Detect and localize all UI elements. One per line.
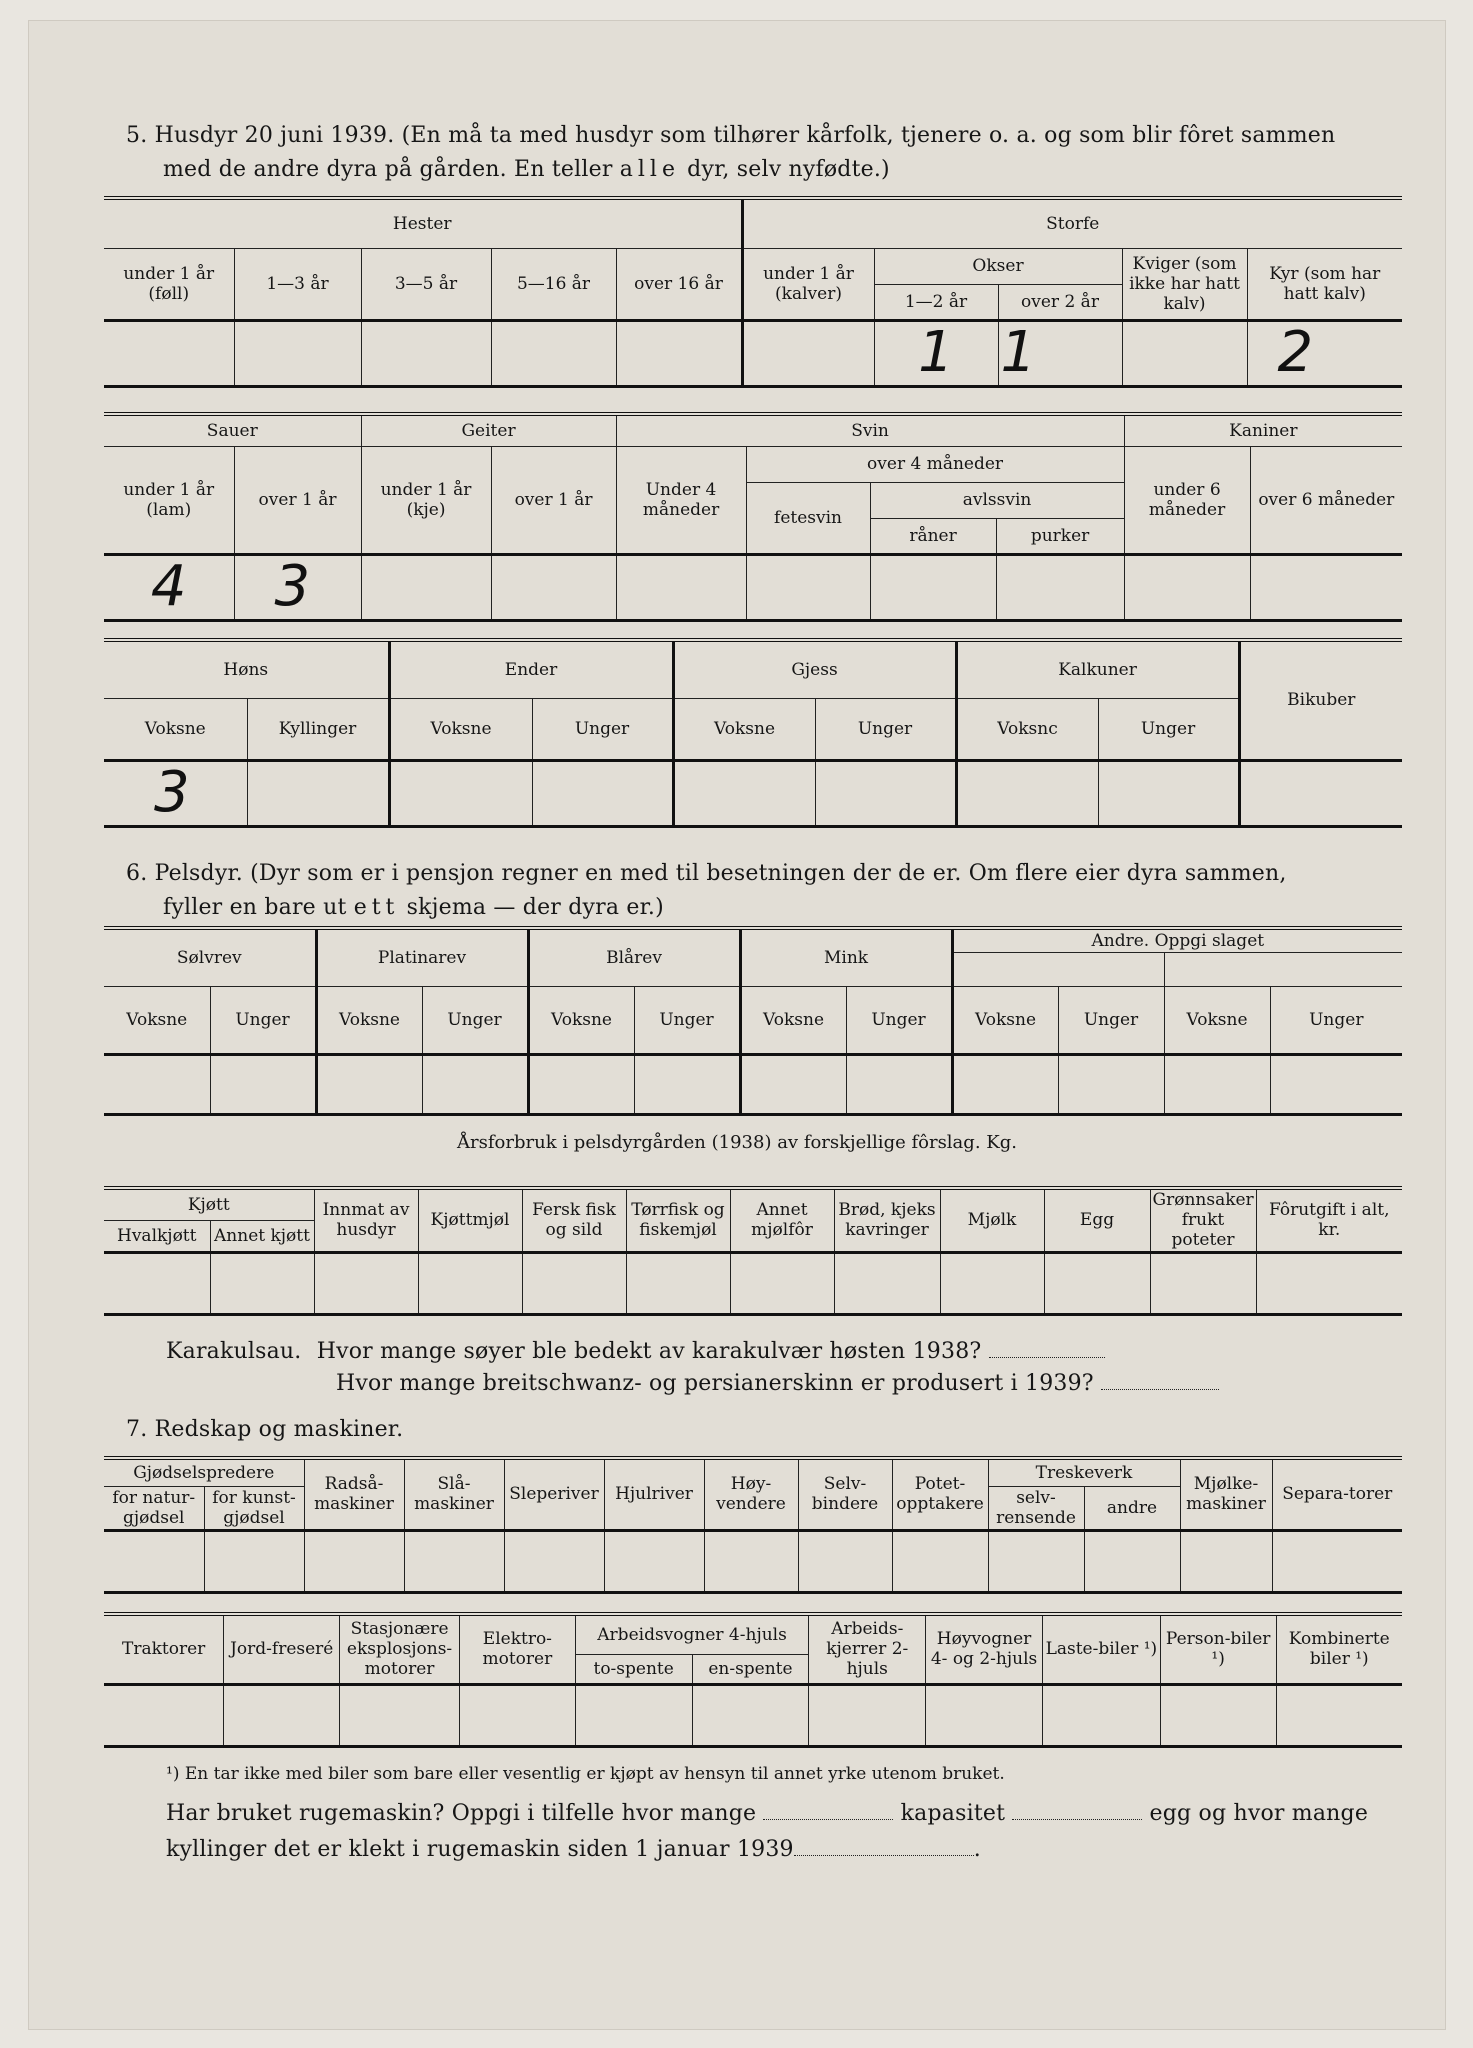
header-sleperiver: Sleperiver [504,1458,604,1530]
cell-hoyvendere[interactable] [704,1530,798,1592]
header-ender-unger: Unger [532,698,673,760]
cell-egg[interactable] [1044,1252,1150,1314]
header-innmat: Innmat av husdyr [314,1188,418,1252]
cell-natur[interactable] [104,1530,204,1592]
header-sau-over1: over 1 år [234,446,361,554]
header-treskeverk: Treskeverk [988,1458,1180,1486]
header-mink-voksne: Voksne [740,986,846,1054]
cell-radsa[interactable] [304,1530,404,1592]
header-mink-unger: Unger [846,986,952,1054]
header-sau-under1: under 1 år (lam) [104,446,234,554]
section-6-title-line1: 6. Pelsdyr. (Dyr som er i pensjon regner en med til besetningen der de er. Om flere eier dyra sammen, [126,861,1287,886]
header-natur: for natur-gjødsel [104,1486,204,1530]
cell-separatorer[interactable] [1272,1530,1402,1592]
header-egg: Egg [1044,1188,1150,1252]
section-5-title-line2a: med de andre dyra på gården. En teller [163,157,620,182]
header-kaniner: Kaniner [1124,414,1402,446]
header-purker: purker [996,518,1124,554]
cell-gjess-unger[interactable] [815,760,956,826]
header-mink: Mink [740,928,952,986]
cell-innmat[interactable] [314,1252,418,1314]
header-annet-mjol: Annet mjølfôr [730,1188,834,1252]
cell-kyr[interactable] [1247,320,1402,386]
header-solvrev-voksne: Voksne [104,986,210,1054]
cell-kalkuner-voksne[interactable] [956,760,1098,826]
handwritten-kyr: 2 [1277,320,1314,385]
header-avlssvin: avlssvin [870,482,1124,518]
cell-mjolk[interactable] [940,1252,1044,1314]
table-redskap [104,1456,1402,1594]
header-andre2-unger: Unger [1270,986,1402,1054]
cell-kan-over6[interactable] [1250,554,1402,620]
cell-gjess-voksne[interactable] [673,760,815,826]
rugemaskin-antall-input[interactable] [763,1819,893,1820]
header-hons: Høns [104,640,389,698]
cell-storfe-under1[interactable] [742,320,874,386]
cell-brod[interactable] [834,1252,940,1314]
cell-hester-5-16[interactable] [491,320,616,386]
header-potet: Potet-opptakere [892,1458,988,1530]
karakul-question-2-text: Hvor mange breitschwanz- og persianerskinn er produsert i 1939? [336,1371,1094,1396]
header-blarev-unger: Unger [634,986,740,1054]
cell-selvbindere[interactable] [798,1530,892,1592]
rugemaskin-text-2: kyllinger det er klekt i rugemaskin siden 1 januar 1939 [166,1837,794,1862]
header-platinarev: Platinarev [316,928,528,986]
rugemaskin-text-1b: kapasitet [900,1801,1006,1826]
header-annet-kjott: Annet kjøtt [210,1220,314,1252]
rugemaskin-kyllinger-input[interactable] [794,1855,974,1856]
header-hoyvendere: Høy-vendere [704,1458,798,1530]
header-stasjonaere: Stasjonære eksplosjons-motorer [340,1614,460,1684]
header-hvalkjott: Hvalkjøtt [104,1220,210,1252]
header-elektromotorer: Elektro-motorer [459,1614,575,1684]
header-hester-1-3: 1—3 år [234,248,361,320]
header-hester-3-5: 3—5 år [361,248,491,320]
section-6-title [126,858,1287,890]
header-bikuber: Bikuber [1239,640,1402,760]
header-hons-voksne: Voksne [104,698,247,760]
header-kunst: for kunst-gjødsel [204,1486,304,1530]
header-blarev: Blårev [528,928,740,986]
cell-hons-kyllinger[interactable] [247,760,389,826]
cell-hoyvogner[interactable] [926,1684,1043,1746]
header-torrfisk: Tørrfisk og fiskemjøl [626,1188,730,1252]
header-fersk-fisk: Fersk fisk og sild [522,1188,626,1252]
header-mjolkemaskiner: Mjølke-maskiner [1180,1458,1272,1530]
header-kjottmjol: Kjøttmjøl [418,1188,522,1252]
header-traktorer: Traktorer [104,1614,224,1684]
section-5-title-line1: 5. Husdyr 20 juni 1939. (En må ta med husdyr som tilhører kårfolk, tjenere o. a. og som blir fôret sammen [126,123,1336,148]
header-kombinerte: Kombinerte biler ¹) [1276,1614,1402,1684]
cell-hvalkjott[interactable] [104,1252,210,1314]
header-sauer: Sauer [104,414,361,446]
header-kjerrer: Arbeids-kjerrer 2-hjuls [809,1614,926,1684]
header-separatorer: Separa-torer [1272,1458,1402,1530]
header-mjolk: Mjølk [940,1188,1044,1252]
cell-hester-under1[interactable] [104,320,234,386]
header-kalkuner-voksne: Voksnc [956,698,1098,760]
header-andre1-unger: Unger [1058,986,1164,1054]
cell-raner[interactable] [870,554,996,620]
header-storfe: Storfe [742,198,1402,248]
cell-svin-under4[interactable] [616,554,746,620]
handwritten-sau-under1: 4 [150,554,187,619]
table-fjorfe-bikuber [104,638,1402,828]
section-5-title [126,120,1335,152]
header-geit-over1: over 1 år [491,446,616,554]
cell-bikuber[interactable] [1239,760,1402,826]
cell-traktorer[interactable] [104,1684,224,1746]
header-storfe-under1: under 1 år (kalver) [742,248,874,320]
karakul-answer-2[interactable] [1101,1389,1219,1390]
header-kyr: Kyr (som har hatt kalv) [1247,248,1402,320]
header-kjott: Kjøtt [104,1188,314,1220]
header-svin: Svin [616,414,1124,446]
rugemaskin-question-2: kyllinger det er klekt i rugemaskin siden 1 januar 1939 . [166,1837,981,1862]
cell-okser-over2[interactable] [998,320,1122,386]
cell-jordfresere[interactable] [224,1684,340,1746]
cell-treske-andre[interactable] [1084,1530,1180,1592]
cell-selvrensende[interactable] [988,1530,1084,1592]
cell-torrfisk[interactable] [626,1252,730,1314]
header-hons-kyllinger: Kyllinger [247,698,389,760]
header-selvbindere: Selv-bindere [798,1458,892,1530]
table-traktorer-vogner [104,1612,1402,1748]
header-treske-andre: andre [1084,1486,1180,1530]
cell-lastebiler[interactable] [1042,1684,1160,1746]
header-jordfresere: Jord-freseré [224,1614,340,1684]
footnote: ¹) En tar ikke med biler som bare eller vesentlig er kjøpt av hensyn til annet yrke utenom bruket. [166,1764,1005,1784]
header-gjess-unger: Unger [815,698,956,760]
cell-ender-voksne[interactable] [389,760,532,826]
karakul-label: Karakulsau. [166,1339,302,1364]
census-form-page [28,20,1446,2030]
header-okser: Okser [874,248,1122,284]
cell-stasjonaere[interactable] [340,1684,460,1746]
section-5-title-line2b: dyr, selv nyfødte.) [679,157,890,182]
header-kan-under6: under 6 måneder [1124,446,1250,554]
header-gjess-voksne: Voksne [673,698,815,760]
cell-solvrev-voksne[interactable] [104,1054,210,1114]
header-hester-5-16: 5—16 år [491,248,616,320]
cell-sau-over1[interactable] [234,554,361,620]
cell-enspente[interactable] [692,1684,809,1746]
karakul-question-1-text: Hvor mange søyer ble bedekt av karakulvær høsten 1938? [316,1339,982,1364]
cell-blarev-voksne[interactable] [528,1054,634,1114]
cell-kombinerte[interactable] [1276,1684,1402,1746]
section-6-title-ett: ett [353,895,400,920]
cell-kjottmjol[interactable] [418,1252,522,1314]
cell-mink-voksne[interactable] [740,1054,846,1114]
header-kalkuner: Kalkuner [956,640,1239,698]
cell-andre2-unger[interactable] [1270,1054,1402,1114]
cell-ender-unger[interactable] [532,760,673,826]
header-gjodsel: Gjødselspredere [104,1458,304,1486]
header-platinarev-unger: Unger [422,986,528,1054]
cell-tospente[interactable] [575,1684,692,1746]
header-raner: råner [870,518,996,554]
section-6-title-line2b: skjema — der dyra er.) [399,895,664,920]
forbruk-title: Årsforbruk i pelsdyrgården (1938) av forskjellige fôrslag. Kg. [457,1132,1017,1153]
header-okser-over2: over 2 år [998,284,1122,320]
section-7-title: 7. Redskap og maskiner. [126,1417,404,1442]
cell-blarev-unger[interactable] [634,1054,740,1114]
karakul-answer-1[interactable] [989,1357,1105,1358]
header-platinarev-voksne: Voksne [316,986,422,1054]
rugemaskin-question-1 [166,1798,1406,1830]
cell-elektromotorer[interactable] [459,1684,575,1746]
header-gronnsaker: Grønnsaker frukt poteter [1150,1188,1256,1252]
cell-andre1-voksne[interactable] [952,1054,1058,1114]
header-hester-under1: under 1 år (føll) [104,248,234,320]
cell-forutgift[interactable] [1256,1252,1402,1314]
header-ender: Ender [389,640,673,698]
cell-sleperiver[interactable] [504,1530,604,1592]
rugemaskin-kapasitet-input[interactable] [1012,1819,1142,1820]
header-hjulriver: Hjulriver [604,1458,704,1530]
handwritten-sau-over1: 3 [274,554,311,619]
karakul-question-1 [166,1336,1105,1368]
cell-geit-over1[interactable] [491,554,616,620]
header-geit-under1: under 1 år (kje) [361,446,491,554]
header-solvrev-unger: Unger [210,986,316,1054]
cell-purker[interactable] [996,554,1124,620]
header-kviger: Kviger (som ikke har hatt kalv) [1122,248,1247,320]
cell-kan-under6[interactable] [1124,554,1250,620]
cell-gronnsaker[interactable] [1150,1252,1256,1314]
cell-annet-mjol[interactable] [730,1252,834,1314]
cell-personbiler[interactable] [1160,1684,1276,1746]
handwritten-okser-1-2: 1 [918,320,954,385]
header-svin-under4: Under 4 måneder [616,446,746,554]
header-kan-over6: over 6 måneder [1250,446,1402,554]
header-sla: Slå-maskiner [404,1458,504,1530]
cell-kalkuner-unger[interactable] [1098,760,1239,826]
cell-fetesvin[interactable] [746,554,870,620]
cell-hjulriver[interactable] [604,1530,704,1592]
header-brod: Brød, kjeks kavringer [834,1188,940,1252]
header-ender-voksne: Voksne [389,698,532,760]
section-5-title-line2 [163,154,890,186]
header-andre: Andre. Oppgi slaget [952,928,1402,952]
cell-potet[interactable] [892,1530,988,1592]
rugemaskin-text-1c: egg og hvor mange [1149,1801,1369,1826]
header-andre1-voksne: Voksne [952,986,1058,1054]
header-geiter: Geiter [361,414,616,446]
handwritten-hons-voksne: 3 [154,760,190,825]
cell-andre1-unger[interactable] [1058,1054,1164,1114]
header-tospente: to-spente [575,1654,692,1684]
header-personbiler: Person-biler ¹) [1160,1614,1276,1684]
cell-mink-unger[interactable] [846,1054,952,1114]
table-forbruk [104,1186,1402,1316]
table-hester-storfe [104,196,1402,388]
section-6-title-line2a: fyller en bare ut [163,895,354,920]
header-solvrev: Sølvrev [104,928,316,986]
cell-annet-kjott[interactable] [210,1252,314,1314]
cell-kviger[interactable] [1122,320,1247,386]
cell-andre2-voksne[interactable] [1164,1054,1270,1114]
header-lastebiler: Laste-biler ¹) [1042,1614,1160,1684]
table-sauer-geiter-svin-kaniner [104,412,1402,622]
header-hester: Hester [104,198,742,248]
cell-fersk-fisk[interactable] [522,1252,626,1314]
cell-hester-3-5[interactable] [361,320,491,386]
header-forutgift: Fôrutgift i alt, kr. [1256,1188,1402,1252]
cell-sau-under1[interactable] [104,554,234,620]
cell-kunst[interactable] [204,1530,304,1592]
cell-okser-1-2[interactable] [874,320,998,386]
header-radsa: Radså-maskiner [304,1458,404,1530]
header-hoyvogner: Høyvogner 4- og 2-hjuls [926,1614,1043,1684]
header-hester-over16: over 16 år [616,248,742,320]
karakul-question-2 [336,1368,1219,1400]
cell-hester-over16[interactable] [616,320,742,386]
cell-andre-slag-2[interactable] [1164,952,1402,986]
header-kalkuner-unger: Unger [1098,698,1239,760]
cell-hester-1-3[interactable] [234,320,361,386]
cell-solvrev-unger[interactable] [210,1054,316,1114]
header-andre2-voksne: Voksne [1164,986,1270,1054]
cell-platinarev-voksne[interactable] [316,1054,422,1114]
rugemaskin-text-1a: Har bruket rugemaskin? Oppgi i tilfelle hvor mange [166,1801,757,1826]
cell-geit-under1[interactable] [361,554,491,620]
header-gjess: Gjess [673,640,956,698]
cell-hons-voksne[interactable] [104,760,247,826]
section-5-title-alle: alle [619,157,680,182]
cell-platinarev-unger[interactable] [422,1054,528,1114]
handwritten-okser-over2: 1 [1000,320,1037,385]
header-enspente: en-spente [692,1654,809,1684]
header-blarev-voksne: Voksne [528,986,634,1054]
cell-kjerrer[interactable] [809,1684,926,1746]
header-fetesvin: fetesvin [746,482,870,554]
cell-andre-slag-1[interactable] [952,952,1164,986]
header-arbeidsvogner: Arbeidsvogner 4-hjuls [575,1614,809,1654]
section-6-title-line2 [163,892,664,924]
cell-sla[interactable] [404,1530,504,1592]
table-pelsdyr [104,926,1402,1116]
header-okser-1-2: 1—2 år [874,284,998,320]
cell-mjolkemaskiner[interactable] [1180,1530,1272,1592]
header-svin-over4: over 4 måneder [746,446,1124,482]
header-selvrensende: selv-rensende [988,1486,1084,1530]
